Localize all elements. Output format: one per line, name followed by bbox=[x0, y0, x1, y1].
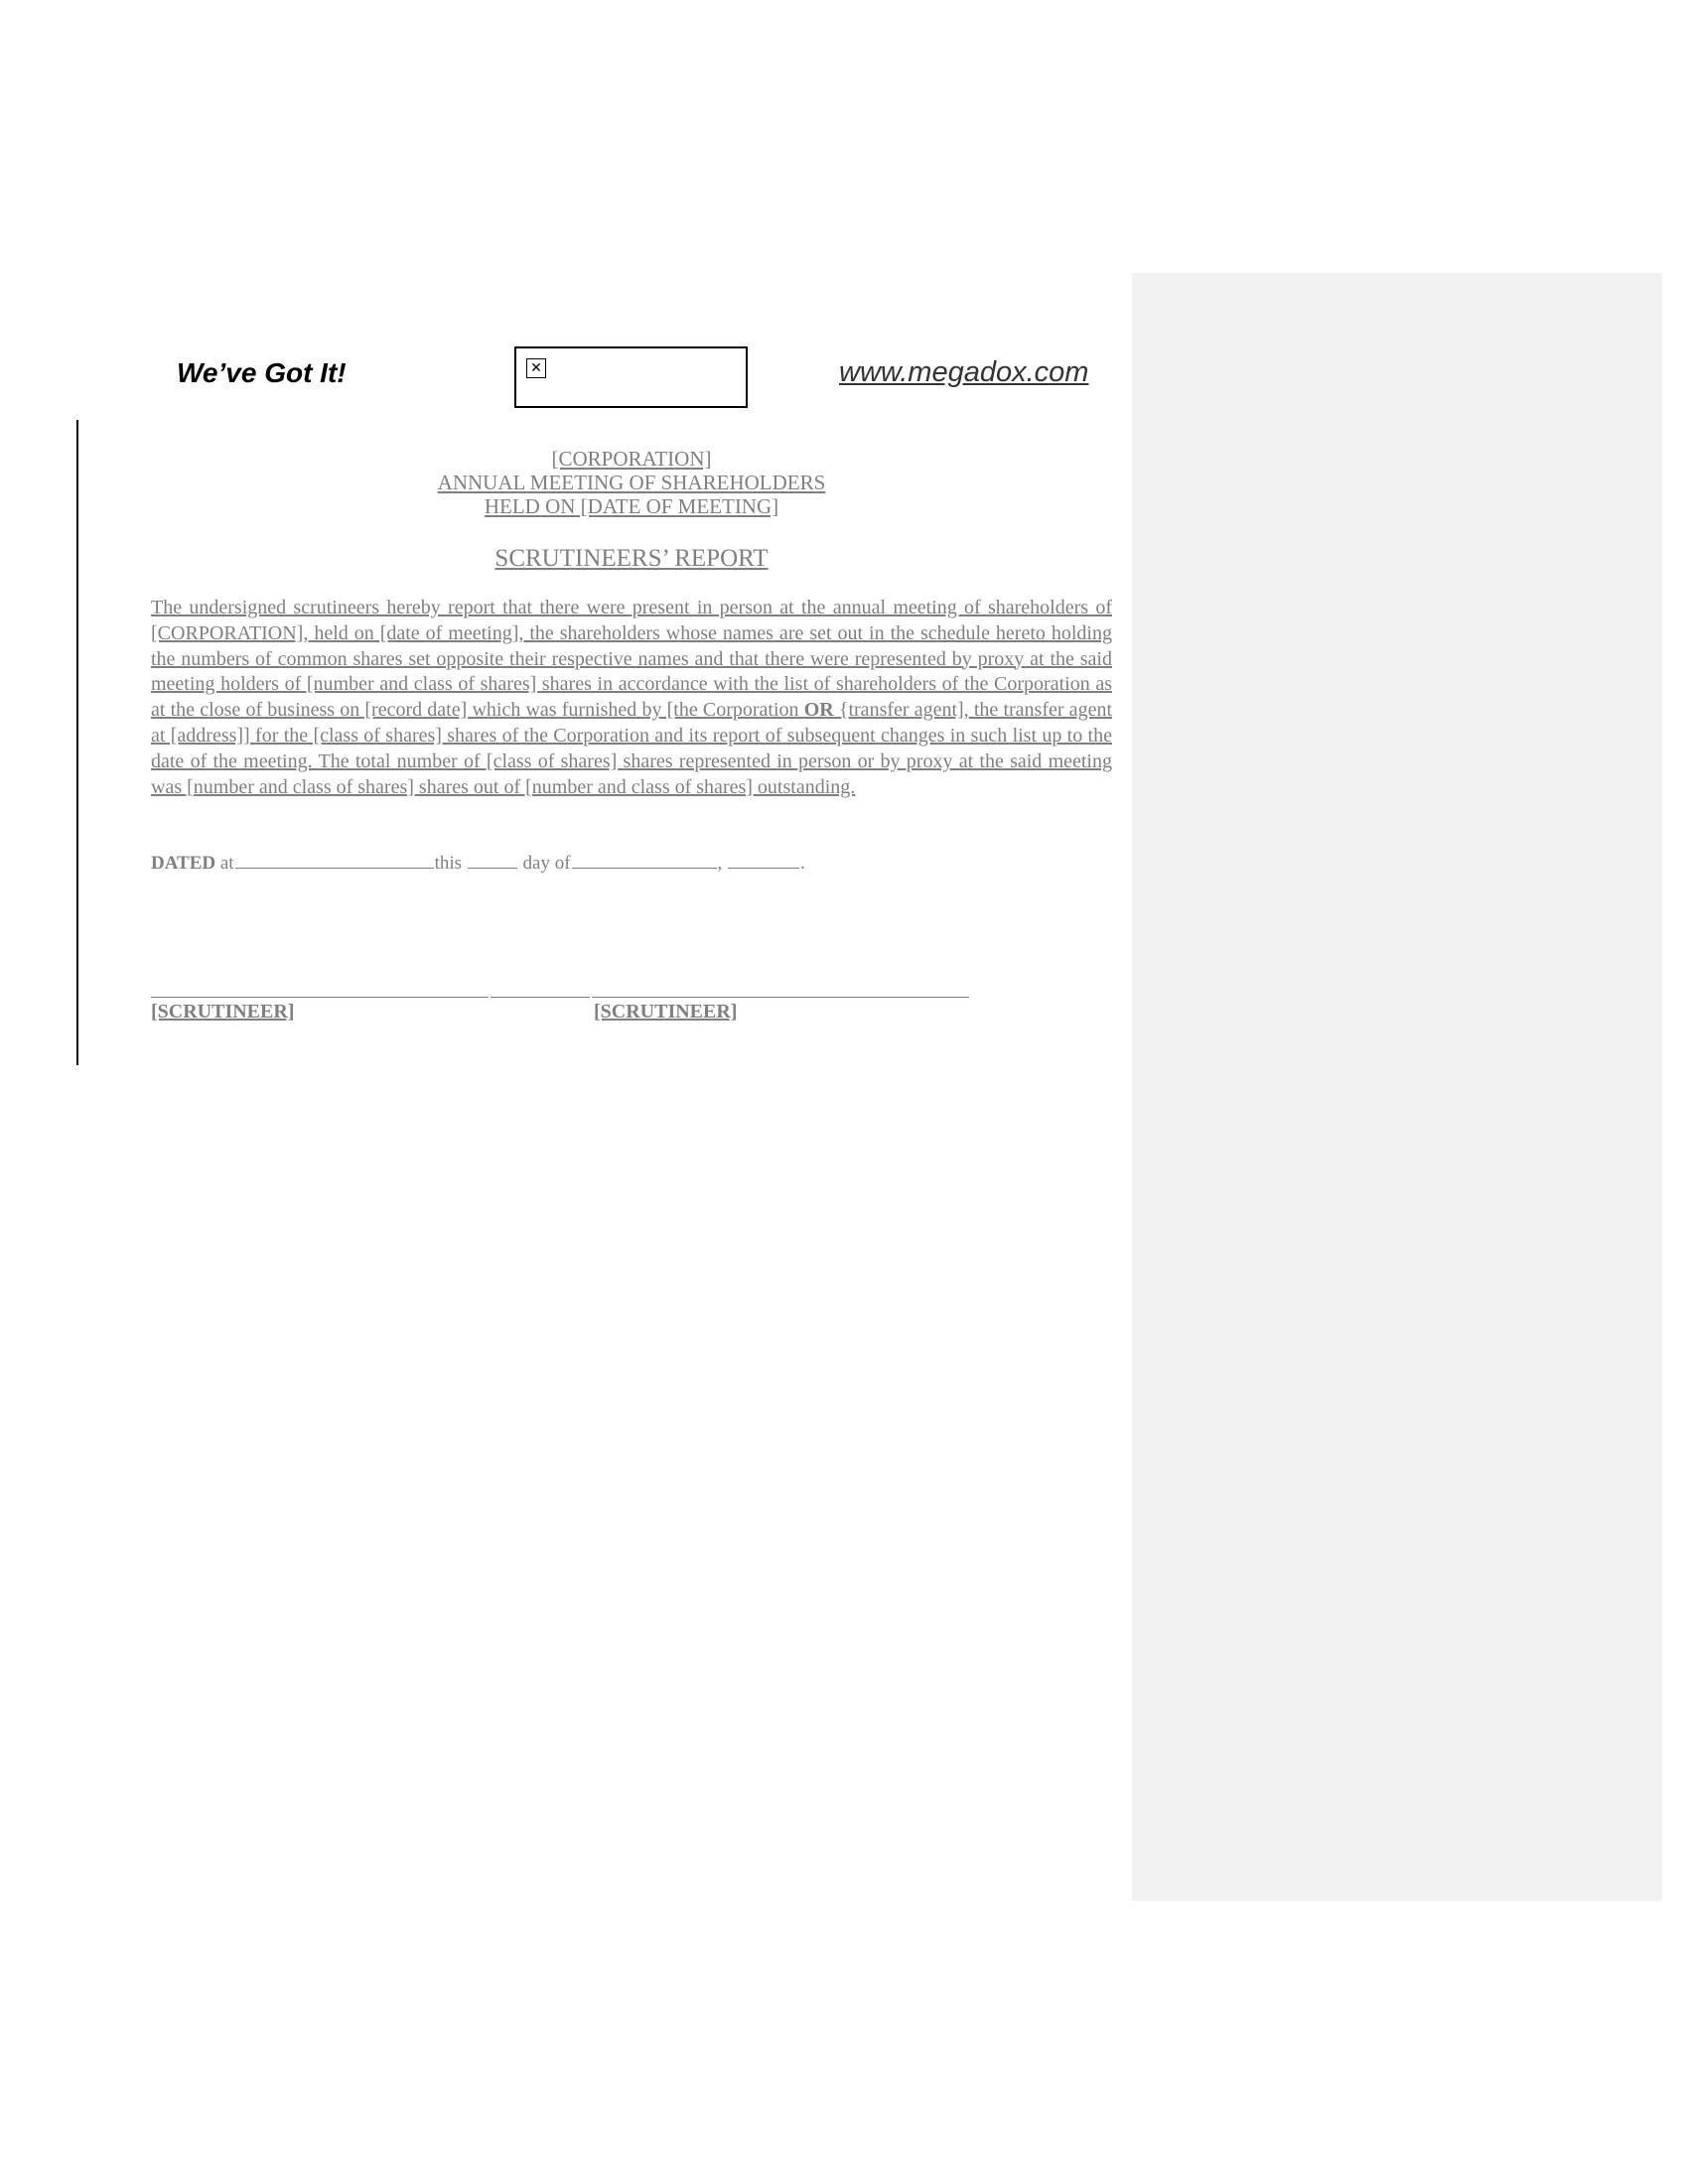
signature-line-gap bbox=[491, 997, 590, 998]
dated-at: at bbox=[219, 853, 234, 874]
change-bar bbox=[76, 420, 78, 1065]
dated-period: . bbox=[800, 853, 805, 874]
dated-label: DATED bbox=[151, 853, 216, 874]
body-or: OR bbox=[803, 699, 834, 722]
dated-this: this bbox=[434, 853, 463, 874]
logo-placeholder bbox=[514, 346, 748, 408]
broken-image-icon: ✕ bbox=[526, 358, 546, 378]
dated-line bbox=[151, 850, 805, 875]
month-blank[interactable] bbox=[572, 850, 717, 869]
year-blank[interactable] bbox=[728, 850, 799, 869]
heading-meeting: ANNUAL MEETING OF SHAREHOLDERS bbox=[437, 471, 826, 494]
report-body bbox=[151, 596, 1112, 800]
heading-date: HELD ON [DATE OF MEETING] bbox=[484, 494, 779, 518]
signature-line-right bbox=[592, 997, 969, 998]
body-text-part2: {transfer agent], the transfer agent at [address]] for the [class of shares] shares of the Corporation and its report of subsequent changes in such list up to the date of the meeting. The total number of [class of shares] shares represented in person or by proxy at the said meeting was [number and class of shares] shares out of [number and class of shares] outstanding. bbox=[151, 699, 1112, 798]
signature-label-left: [SCRUTINEER] bbox=[151, 1001, 295, 1023]
body-text-part1: The undersigned scrutineers hereby report that there were present in person at the annual meeting of shareholders of [CORPORATION], held on [date of meeting], the shareholders whose names are set out in the schedule hereto holding the numbers of common shares set opposite their respective names and that there were represented by proxy at the said meeting holders of [number and class of shares] shares in accordance with the list of shareholders of the Corporation as at the close of business on [record date] which was furnished by [the Corporation bbox=[151, 597, 1112, 722]
dated-comma: , bbox=[717, 853, 723, 874]
report-title: SCRUTINEERS’ REPORT bbox=[494, 545, 769, 572]
place-blank[interactable] bbox=[235, 850, 434, 869]
website-link[interactable]: www.megadox.com bbox=[839, 356, 1089, 388]
document-heading bbox=[151, 447, 1112, 518]
comment-pane bbox=[1132, 273, 1662, 1901]
signature-label-right: [SCRUTINEER] bbox=[594, 1001, 738, 1023]
dated-day-of: day of bbox=[522, 853, 571, 874]
day-blank[interactable] bbox=[468, 850, 517, 869]
heading-corporation: [CORPORATION] bbox=[551, 447, 712, 471]
signature-line-left bbox=[151, 997, 489, 998]
tagline: We’ve Got It! bbox=[177, 357, 347, 388]
